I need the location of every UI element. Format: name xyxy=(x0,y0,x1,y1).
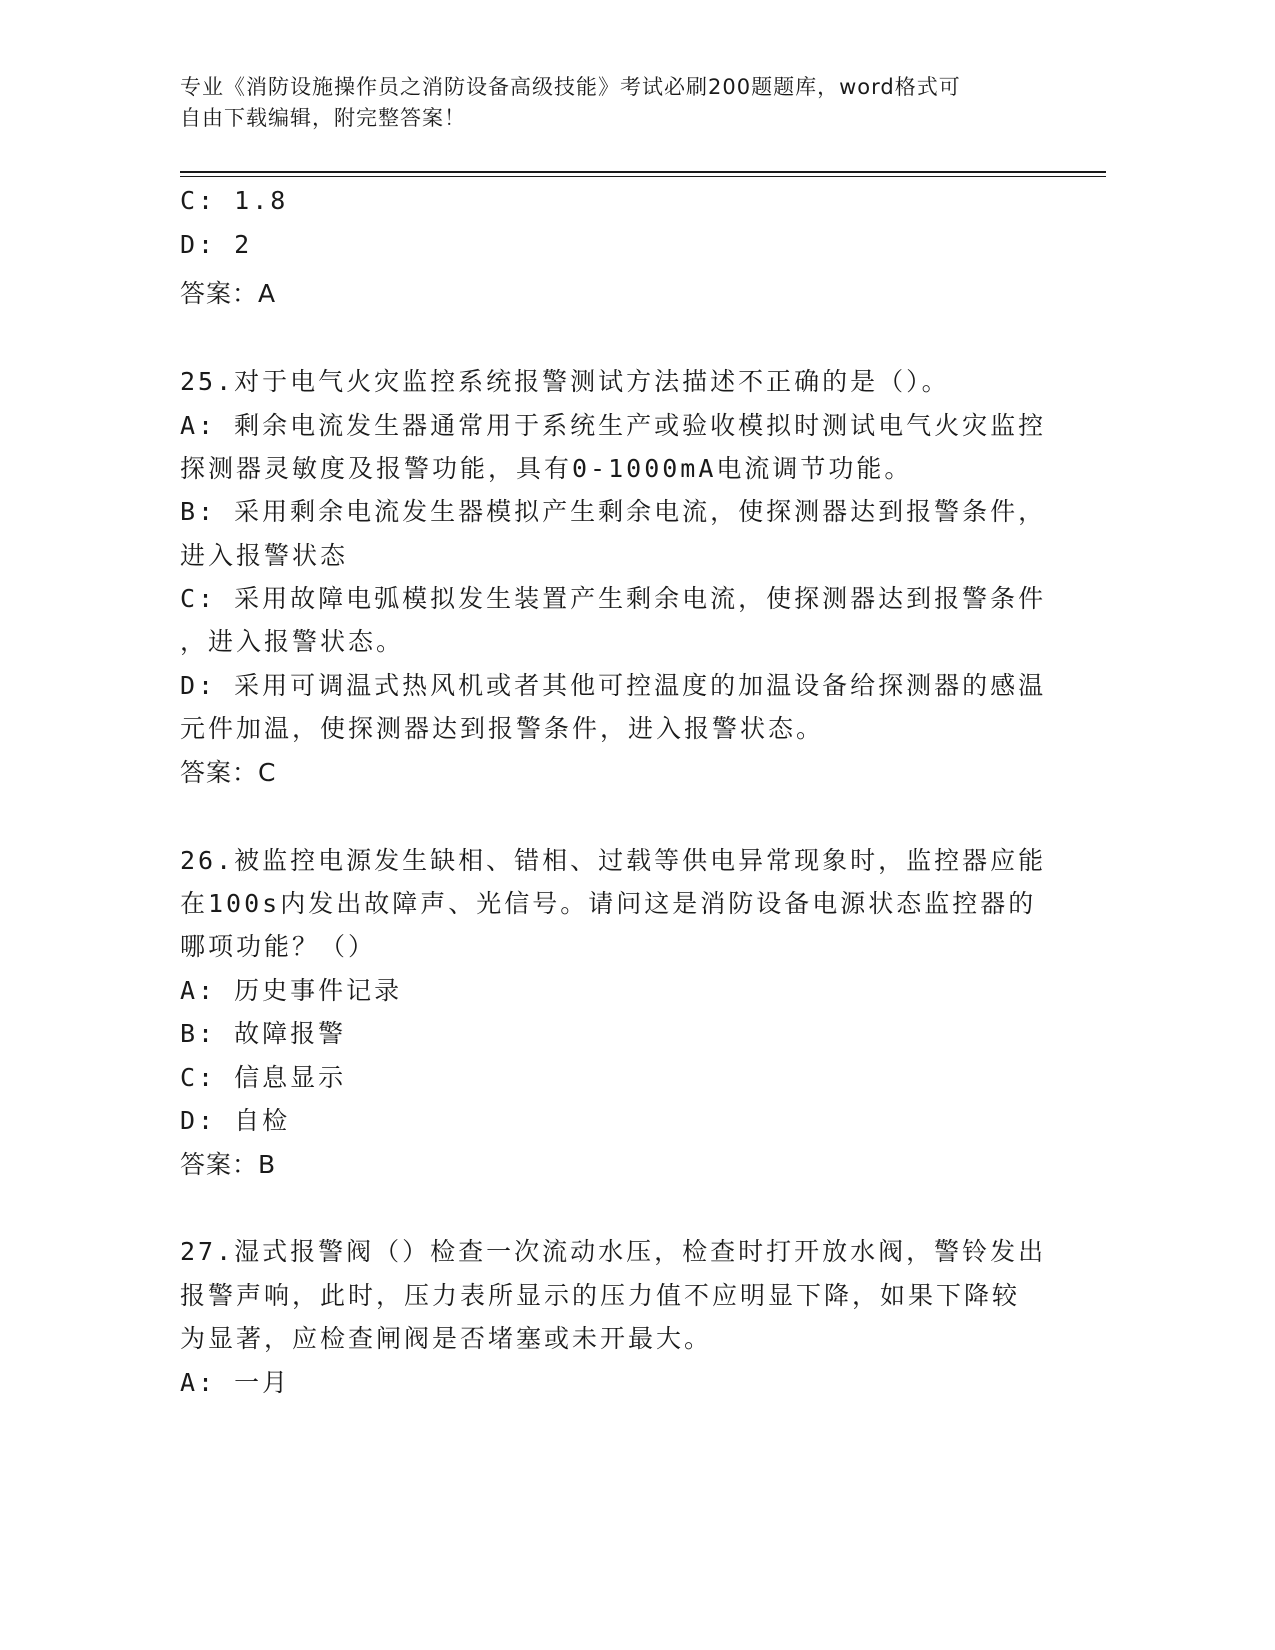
answer-line: 答案：B xyxy=(180,1150,277,1179)
question-27-cont: 报警声响，此时，压力表所显示的压力值不应明显下降，如果下降较 xyxy=(180,1281,1021,1310)
header-line-1: 专业《消防设施操作员之消防设备高级技能》考试必刷200题题库，word格式可 xyxy=(180,75,961,99)
option-b-cont: 进入报警状态 xyxy=(180,541,349,570)
answer-line: 答案：C xyxy=(180,758,277,787)
question-26: 26.被监控电源发生缺相、错相、过载等供电异常现象时，监控器应能 xyxy=(180,846,1047,875)
header-line-2: 自由下载编辑，附完整答案！ xyxy=(180,106,466,130)
option-d: D: 自检 xyxy=(180,1106,291,1135)
answer-line: 答案：A xyxy=(180,279,277,308)
document-header xyxy=(180,72,1040,134)
option-c-cont: ，进入报警状态。 xyxy=(180,627,405,656)
option-a: A: 剩余电流发生器通常用于系统生产或验收模拟时测试电气火灾监控 xyxy=(180,411,1047,440)
option-a: A: 一月 xyxy=(180,1368,291,1397)
question-27-cont: 为显著，应检查闸阀是否堵塞或未开最大。 xyxy=(180,1324,713,1353)
option-c: C: 采用故障电弧模拟发生装置产生剩余电流，使探测器达到报警条件 xyxy=(180,584,1047,613)
header-divider-thick xyxy=(180,171,1106,173)
header-divider-thin xyxy=(180,176,1106,177)
option-d-cont: 元件加温，使探测器达到报警条件，进入报警状态。 xyxy=(180,714,825,743)
question-26-cont: 哪项功能？（） xyxy=(180,932,377,961)
question-26-cont: 在100s内发出故障声、光信号。请问这是消防设备电源状态监控器的 xyxy=(180,889,1037,918)
option-d: D: 2 xyxy=(180,230,253,259)
option-a: A: 历史事件记录 xyxy=(180,976,403,1005)
question-27: 27.湿式报警阀（）检查一次流动水压，检查时打开放水阀，警铃发出 xyxy=(180,1237,1047,1266)
option-b: B: 采用剩余电流发生器模拟产生剩余电流，使探测器达到报警条件， xyxy=(180,497,1047,526)
option-c: C: 1.8 xyxy=(180,186,289,215)
question-25: 25.对于电气火灾监控系统报警测试方法描述不正确的是（）。 xyxy=(180,367,950,396)
option-b: B: 故障报警 xyxy=(180,1019,347,1048)
option-d: D: 采用可调温式热风机或者其他可控温度的加温设备给探测器的感温 xyxy=(180,671,1047,700)
option-c: C: 信息显示 xyxy=(180,1063,347,1092)
option-a-cont: 探测器灵敏度及报警功能，具有0-1000mA电流调节功能。 xyxy=(180,454,913,483)
